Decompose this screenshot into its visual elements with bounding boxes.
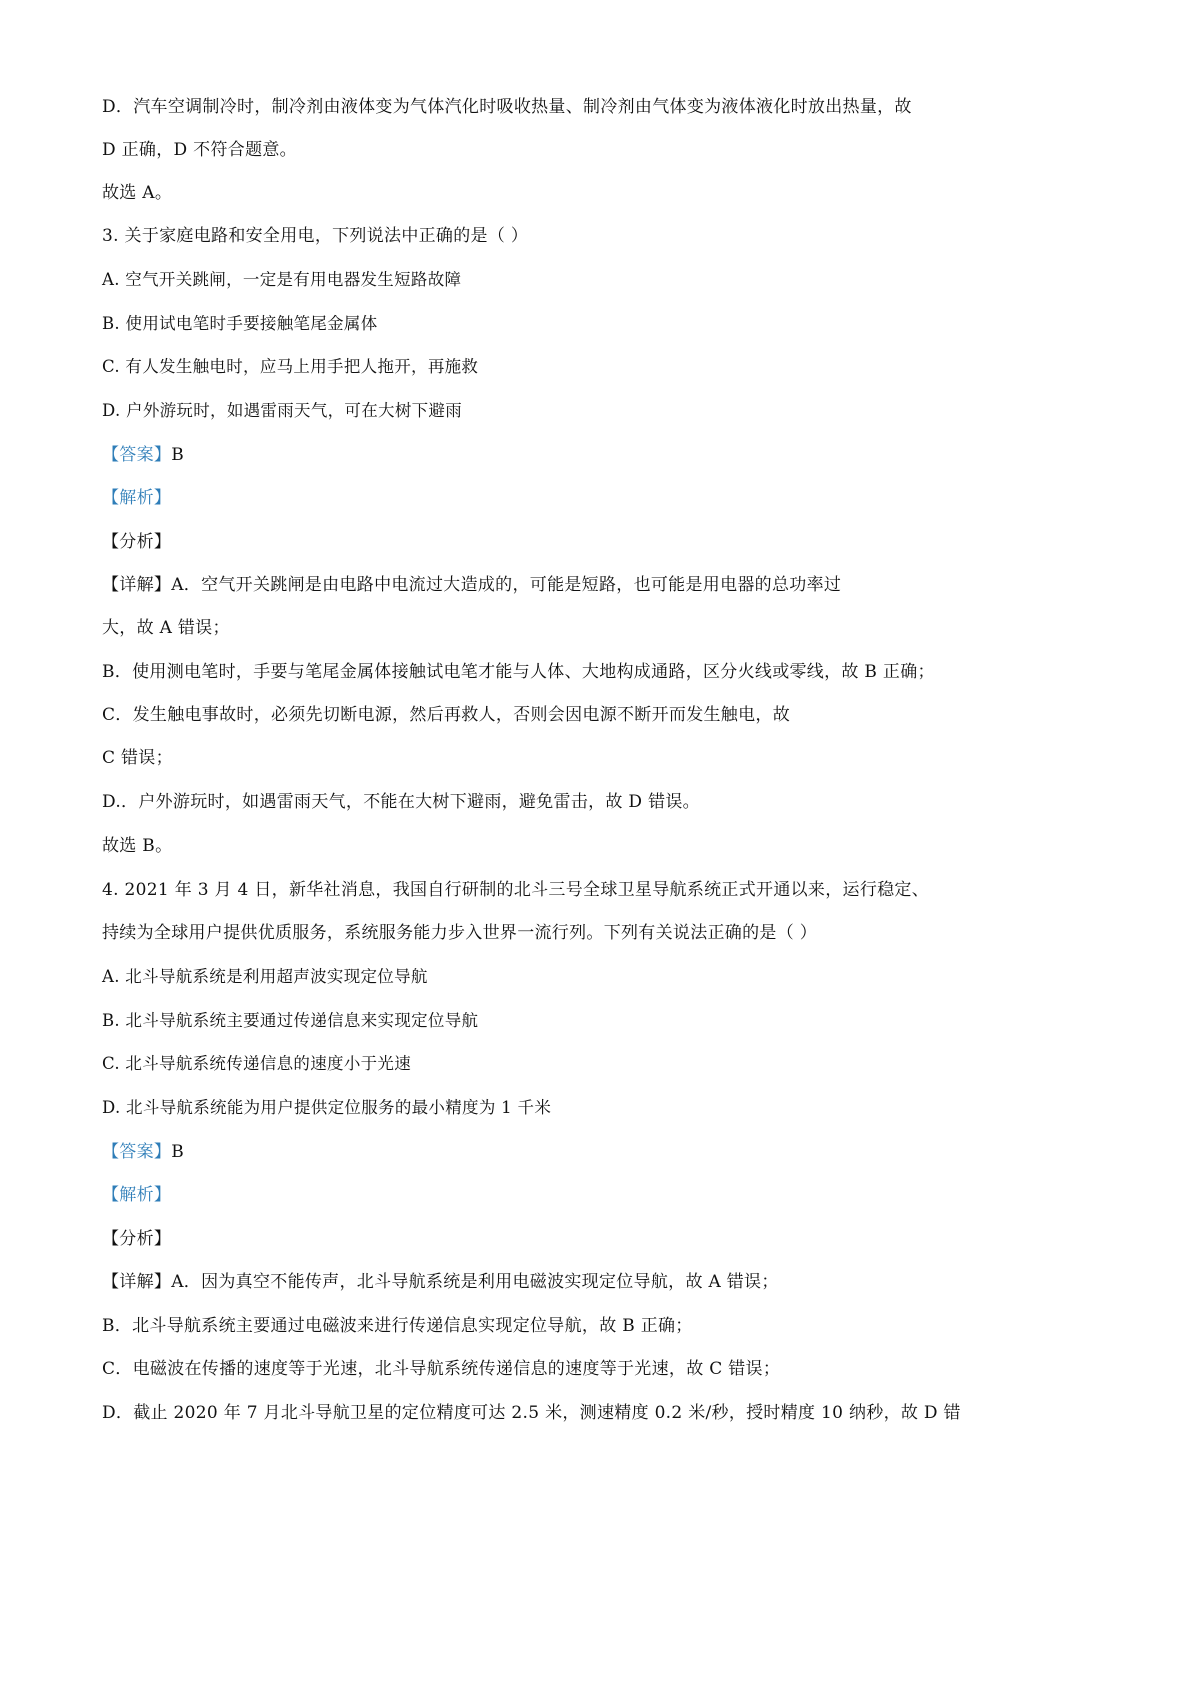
- text-line: 【详解】A．因为真空不能传声，北斗导航系统是利用电磁波实现定位导航，故 A 错误；: [102, 1272, 779, 1292]
- question-stem: 3. 关于家庭电路和安全用电，下列说法中正确的是（ ）: [102, 226, 529, 246]
- text-line: 故选 A。: [102, 183, 173, 203]
- option-a: A. 北斗导航系统是利用超声波实现定位导航: [102, 967, 428, 986]
- answer-line: [102, 443, 184, 467]
- answer-value: B: [171, 1142, 184, 1162]
- option-d: D. 北斗导航系统能为用户提供定位服务的最小精度为 1 千米: [102, 1098, 552, 1117]
- analysis-tag: 【解析】: [102, 1185, 172, 1205]
- answer-value: B: [171, 445, 184, 465]
- answer-tag: 【答案】: [102, 1142, 172, 1162]
- answer-tag: 【答案】: [102, 445, 172, 465]
- option-c: C. 北斗导航系统传递信息的速度小于光速: [102, 1054, 412, 1073]
- option-c: C. 有人发生触电时，应马上用手把人拖开，再施救: [102, 357, 479, 376]
- answer-line: [102, 1140, 184, 1164]
- text-line: C．发生触电事故时，必须先切断电源，然后再救人，否则会因电源不断开而发生触电，故: [102, 705, 791, 725]
- text-line: D.．户外游玩时，如遇雷雨天气，不能在大树下避雨，避免雷击，故 D 错误。: [102, 792, 700, 812]
- text-line: 【分析】: [102, 532, 172, 552]
- option-b: B. 使用试电笔时手要接触笔尾金属体: [102, 314, 378, 333]
- text-line: D．截止 2020 年 7 月北斗导航卫星的定位精度可达 2.5 米，测速精度 0.2 米/秒，授时精度 10 纳秒，故 D 错: [102, 1403, 961, 1423]
- analysis-tag-line: [102, 486, 171, 510]
- text-line: C 错误；: [102, 748, 173, 768]
- option-d: D. 户外游玩时，如遇雷雨天气，可在大树下避雨: [102, 401, 463, 420]
- text-line: D 正确，D 不符合题意。: [102, 140, 297, 160]
- analysis-tag-line: [102, 1183, 171, 1207]
- text-line: C．电磁波在传播的速度等于光速，北斗导航系统传递信息的速度等于光速，故 C 错误；: [102, 1359, 781, 1379]
- question-stem: 持续为全球用户提供优质服务，系统服务能力步入世界一流行列。下列有关说法正确的是（ ）: [102, 923, 818, 943]
- text-line: 【分析】: [102, 1229, 172, 1249]
- text-line: 【详解】A．空气开关跳闸是由电路中电流过大造成的，可能是短路，也可能是用电器的总功率过: [102, 575, 842, 595]
- text-line: 大，故 A 错误；: [102, 618, 230, 638]
- analysis-tag: 【解析】: [102, 488, 172, 508]
- option-b: B. 北斗导航系统主要通过传递信息来实现定位导航: [102, 1011, 479, 1030]
- question-stem: 4. 2021 年 3 月 4 日，新华社消息，我国自行研制的北斗三号全球卫星导航系统正式开通以来，运行稳定、: [102, 880, 930, 900]
- text-line: B．北斗导航系统主要通过电磁波来进行传递信息实现定位导航，故 B 正确；: [102, 1316, 693, 1336]
- option-a: A. 空气开关跳闸，一定是有用电器发生短路故障: [102, 270, 462, 289]
- text-line: B．使用测电笔时，手要与笔尾金属体接触试电笔才能与人体、大地构成通路，区分火线或零线，故 B 正确；: [102, 662, 935, 682]
- text-line: 故选 B。: [102, 836, 173, 856]
- text-line: D．汽车空调制冷时，制冷剂由液体变为气体汽化时吸收热量、制冷剂由气体变为液体液化时放出热量，故: [102, 97, 912, 117]
